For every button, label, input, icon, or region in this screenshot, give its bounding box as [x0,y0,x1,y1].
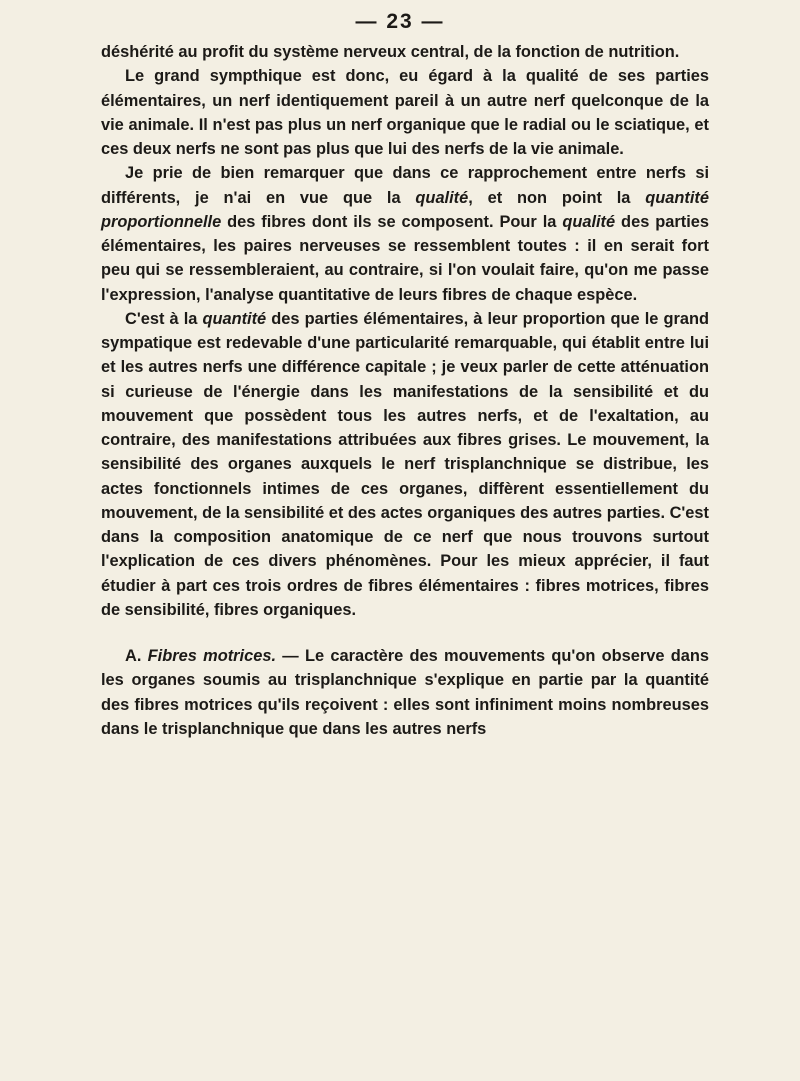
italic-text: qualité [562,212,616,231]
text-run: déshérité au profit du système nerveux central, de la fonction de nutrition. [101,43,680,61]
text-run: Je prie de bien remarquer que dans ce rapprochement entre nerfs si différents, je n'ai en vue que la [101,164,709,207]
page-number: — 23 — [355,10,445,33]
italic-text: quantité [202,309,267,328]
paragraph [101,161,709,307]
text-run: , et non point la [468,188,646,207]
text-run: C'est à la [125,309,203,328]
italic-text: quantité proportionnelle [101,188,709,231]
paragraph [101,40,709,64]
italic-text: qualité [415,188,469,207]
paragraph [101,307,709,622]
paragraph [101,64,709,161]
text-run: des fibres dont ils se composent. Pour la [221,212,563,231]
body-text [101,40,709,741]
text-run: Le grand sympthique est donc, eu égard à la qualité de ses parties élémentaires, un nerf identiquement pareil à un autre nerf quelconque de la vie animale. Il n'est pas plus un nerf organique que le radial ou le sciatique, et ces deux nerfs ne sont pas plus que lui des nerfs de la vie animale. [101,67,709,158]
text-run: des parties élémentaires, les paires nerveuses se ressemblent toutes : il en serait fort peu qui se ressembleraient, au contraire, si l'on voulait faire, qu'on me passe l'expression, l'analyse quantitative de leurs fibres de chaque espèce. [101,212,709,304]
text-run: A. [125,647,148,665]
text-run: — Le caractère des mouvements qu'on observe dans les organes soumis au trisplanchnique s'explique en partie par la quantité des fibres motrices qu'ils reçoivent : elles sont infiniment moins nombreuses dans le trisplanchnique que dans les autres nerfs [101,647,710,738]
italic-text: Fibres motrices. [147,647,277,665]
paragraph [101,644,709,741]
text-run: des parties élémentaires, à leur proportion que le grand sympatique est redevable d'une particularité remarquable, qui établit entre lui et les autres nerfs une différence capitale ; je veux parler de cette atténuation si curieuse de l'énergie dans les manifestations de la sensibilité et du mouvement que possèdent tous les autres nerfs, et de l'exaltation, au contraire, des manifestations attribuées aux fibres grises. Le mouvement, la sensibilité des organes auxquels le nerf trisplanchnique se distribue, les actes fonctionnels intimes de ces organes, diffèrent essentiellement du mouvement, de la sensibilité et des actes organiques des autres parties. C'est dans la composition anatomique de ce nerf que nous trouvons surtout l'explication de ces divers phénomènes. Pour les mieux apprécier, il faut étudier à part ces trois ordres de fibres élémentaires : fibres motrices, fibres de sensibilité, fibres organiques. [101,309,709,619]
